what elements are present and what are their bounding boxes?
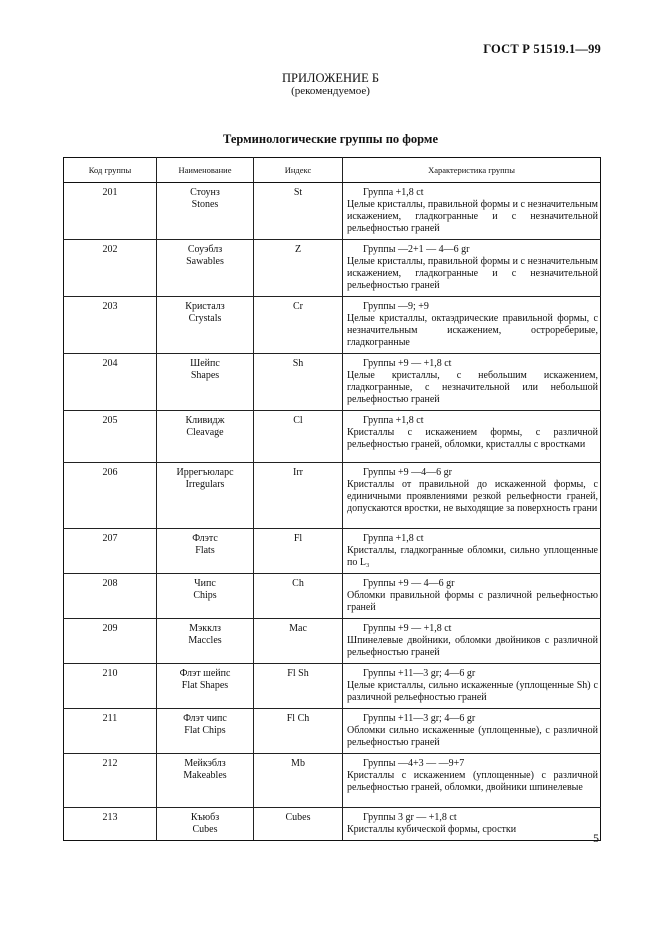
name-ru: Соуэблз [187,244,223,255]
name-en: Sawables [186,256,224,267]
description-text: Целые кристаллы, октаэдрические правильной формы, с незначительным искажением, остроребериые, гладкогранные [347,313,598,348]
table-row [64,240,601,297]
cell-description [343,240,601,297]
description-groups: Группы +9 — 4—6 gr [363,578,455,589]
cell-code: 211 [64,709,157,754]
name-ru: Флэт шейпс [179,668,231,679]
cell-code: 201 [64,183,157,240]
appendix-heading [0,72,661,98]
table-row [64,574,601,619]
description-text: Кристаллы от правильной до искаженной формы, с единичными проявлениями резкой рельефности граней, допускаются вростки, не выходящие за поверхность грани [347,479,598,514]
cell-index: Ch [254,574,343,619]
cell-index: Fl Ch [254,709,343,754]
cell-code: 208 [64,574,157,619]
cell-index: St [254,183,343,240]
description-text: Кристаллы с искажением (уплощенные) с различной рельефностью граней, обломки, двойники шпинелевые [347,770,598,793]
description-groups: Группы —9; +9 [363,301,429,312]
description-groups: Группы 3 gr — +1,8 ct [363,812,457,823]
name-en: Cleavage [186,427,224,438]
cell-code: 206 [64,463,157,529]
description-groups: Группы +11—3 gr; 4—6 gr [363,668,476,679]
table-row [64,664,601,709]
name-ru: Кливидж [185,415,225,426]
cell-name [157,183,254,240]
description-text: Шпинелевые двойники, обломки двойников с различной рельефностью граней [347,635,598,658]
cell-name [157,664,254,709]
cell-code: 205 [64,411,157,463]
name-ru: Мэкклз [189,623,221,634]
cell-name [157,529,254,574]
column-header-code: Код группы [64,158,157,183]
name-en: Chips [193,590,217,601]
column-header-name: Наименование [157,158,254,183]
cell-description [343,664,601,709]
name-en: Flat Shapes [181,680,229,691]
name-ru: Стоунз [190,187,220,198]
cell-index: Z [254,240,343,297]
cell-name [157,354,254,411]
cell-code: 209 [64,619,157,664]
name-en: Makeables [183,770,227,781]
table-row [64,529,601,574]
cell-index: Irr [254,463,343,529]
cell-code: 203 [64,297,157,354]
cell-index: Cl [254,411,343,463]
name-ru: Шейпс [190,358,220,369]
cell-name [157,240,254,297]
description-text: Кристаллы, гладкогранные обломки, сильно уплощенные по L₃ [347,545,598,568]
description-groups: Группы —2+1 — 4—6 gr [363,244,470,255]
name-en: Irregulars [185,479,225,490]
description-text: Целые кристаллы, правильной формы и с незначительным искажением, гладкогранные и с незначительной рельефностью граней [347,199,598,234]
document-code: ГОСТ Р 51519.1—99 [483,42,601,56]
page-number: 5 [593,831,599,845]
column-header-index: Индекс [254,158,343,183]
cell-description [343,808,601,841]
cell-index: Cubes [254,808,343,841]
cell-description [343,619,601,664]
table-header-row [64,158,601,183]
description-groups: Группа +1,8 ct [363,533,424,544]
cell-name [157,808,254,841]
cell-index: Mac [254,619,343,664]
name-en: Crystals [188,313,222,324]
description-groups: Группы +11—3 gr; 4—6 gr [363,713,476,724]
cell-name [157,754,254,808]
name-en: Shapes [190,370,220,381]
cell-description [343,411,601,463]
cell-name [157,574,254,619]
cell-name [157,463,254,529]
description-text: Целые кристаллы, с небольшим искажением, гладкогранные, с незначительной или небольшой рельефностью граней [347,370,598,405]
cell-name [157,619,254,664]
cell-description [343,709,601,754]
table-row [64,354,601,411]
cell-description [343,354,601,411]
description-groups: Группы +9 — +1,8 ct [363,358,452,369]
cell-description [343,754,601,808]
cell-index: Cr [254,297,343,354]
description-groups: Группы +9 —4—6 gr [363,467,452,478]
cell-description [343,574,601,619]
appendix-subtitle: (рекомендуемое) [291,85,370,97]
table-row [64,411,601,463]
description-groups: Группа +1,8 ct [363,187,424,198]
table-row [64,183,601,240]
name-ru: Кристалз [185,301,225,312]
description-groups: Группа +1,8 ct [363,415,424,426]
terminology-table [63,157,601,841]
table-row [64,463,601,529]
name-en: Cubes [192,824,218,835]
cell-code: 204 [64,354,157,411]
description-text: Кристаллы кубической формы, сростки [347,824,517,835]
cell-index: Mb [254,754,343,808]
table-row [64,297,601,354]
name-en: Flat Chips [184,725,226,736]
cell-code: 212 [64,754,157,808]
name-en: Flats [195,545,215,556]
table-row [64,619,601,664]
table-row [64,709,601,754]
name-en: Maccles [188,635,222,646]
name-ru: Флэт чипс [183,713,227,724]
cell-index: Fl [254,529,343,574]
cell-code: 210 [64,664,157,709]
name-ru: Къюбз [190,812,220,823]
cell-code: 213 [64,808,157,841]
cell-code: 207 [64,529,157,574]
cell-description [343,297,601,354]
cell-name [157,297,254,354]
cell-description [343,183,601,240]
description-text: Кристаллы с искажением формы, с различной рельефностью граней, обломки, кристаллы с вростками [347,427,598,450]
cell-index: Fl Sh [254,664,343,709]
cell-index: Sh [254,354,343,411]
cell-description [343,529,601,574]
name-ru: Флэтс [192,533,218,544]
description-groups: Группы —4+3 — —9+7 [363,758,465,769]
description-text: Обломки правильной формы с различной рельефностью граней [347,590,598,613]
description-groups: Группы +9 — +1,8 ct [363,623,452,634]
cell-name [157,709,254,754]
name-ru: Мейкэблз [184,758,226,769]
name-ru: Чипс [194,578,216,589]
description-text: Целые кристаллы, правильной формы и с незначительным искажением, гладкогранные и с незначительной рельефностью граней [347,256,598,291]
column-header-description: Характеристика группы [343,158,601,183]
table-row [64,754,601,808]
table-row [64,808,601,841]
description-text: Обломки сильно искаженные (уплощенные), с различной рельефностью граней [347,725,598,748]
table-title: Терминологические группы по форме [223,132,438,146]
cell-name [157,411,254,463]
cell-code: 202 [64,240,157,297]
description-text: Целые кристаллы, сильно искаженные (уплощенные Sh) с различной рельефностью граней [347,680,598,703]
name-ru: Иррегъюларс [176,467,234,478]
appendix-title: ПРИЛОЖЕНИЕ Б [281,71,380,85]
cell-description [343,463,601,529]
name-en: Stones [191,199,219,210]
